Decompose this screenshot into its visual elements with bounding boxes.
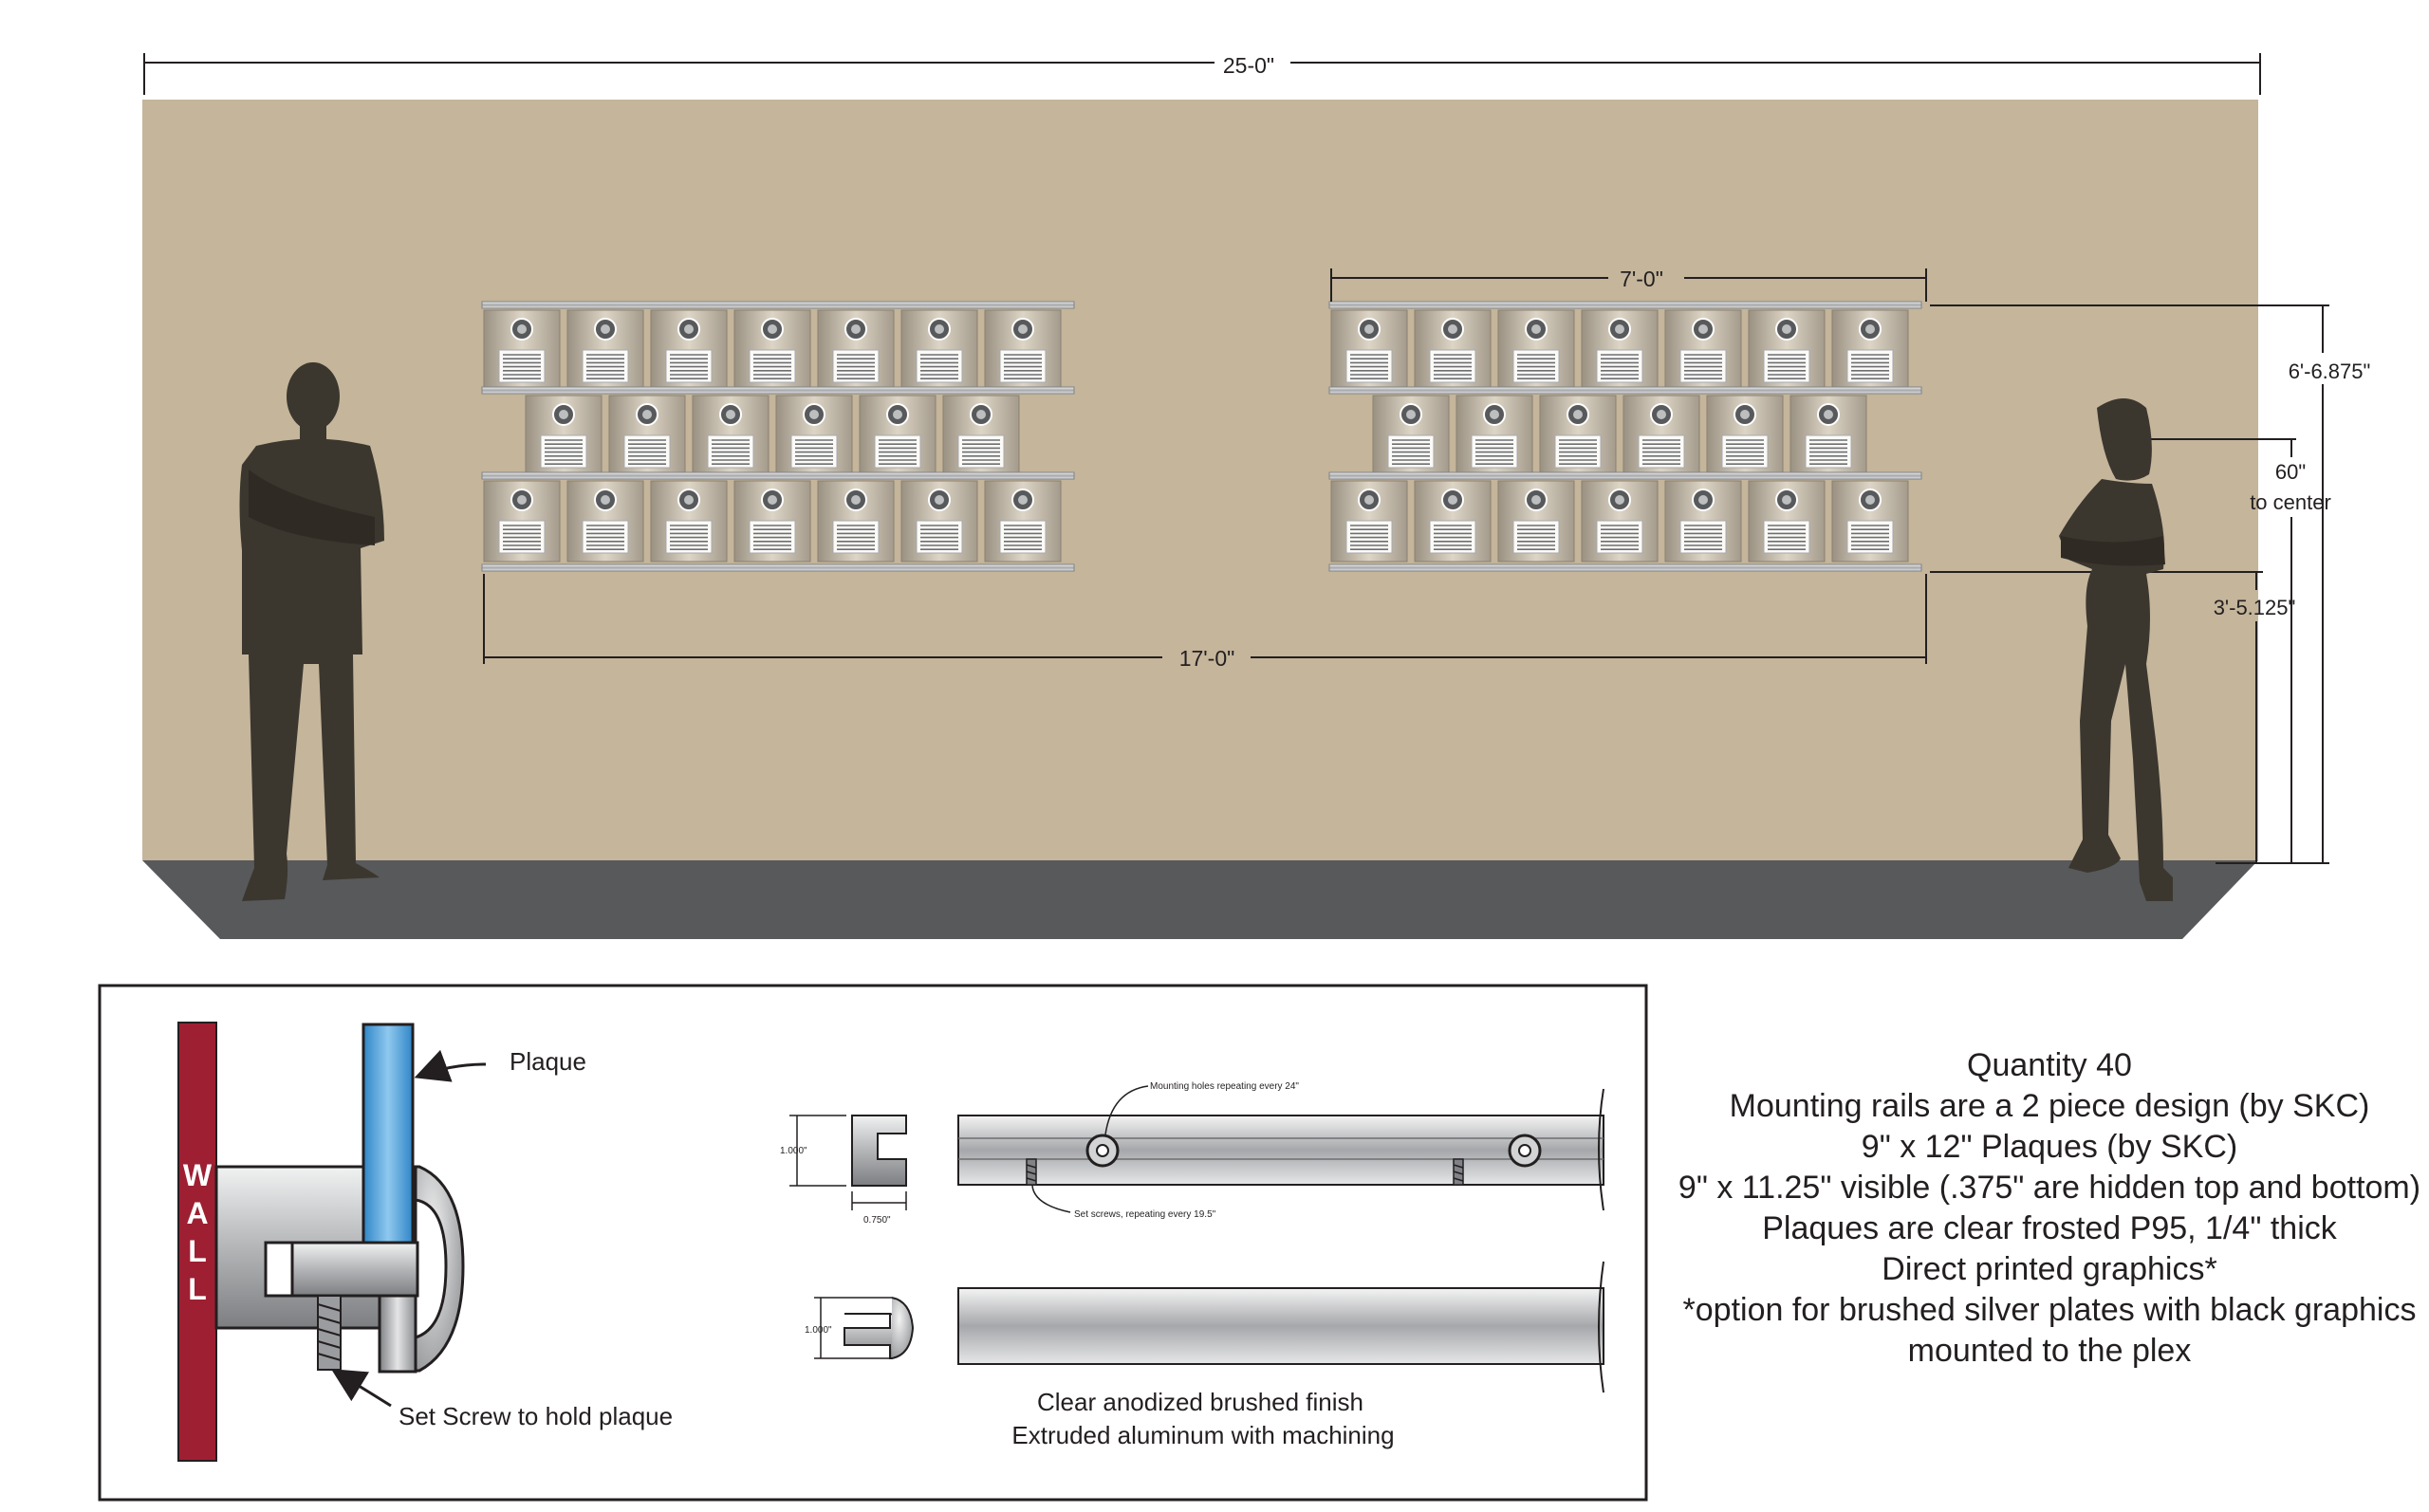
center-height-label-1: 60" (2274, 460, 2307, 484)
center-height-label-2: to center (2250, 490, 2331, 514)
top-height-label: 6'-6.875" (2288, 360, 2371, 383)
plaque (484, 310, 560, 391)
note-graphics: Direct printed graphics* (1882, 1251, 2217, 1287)
mounting-rail (482, 472, 1074, 479)
plaque-group (482, 302, 1074, 571)
overall-width-label: 25-0" (1222, 53, 1275, 78)
set-screw-label: Set Screw to hold plaque (399, 1402, 674, 1430)
plaque (985, 481, 1061, 562)
plaque (985, 310, 1061, 391)
set-screw (318, 1296, 341, 1370)
plaque (901, 310, 977, 391)
wall-letter-l2: L (188, 1272, 207, 1306)
plaque (1623, 396, 1699, 476)
plaque (860, 396, 936, 476)
finish-line-2: Extruded aluminum with machining (1011, 1421, 1395, 1449)
note-plaque-size: 9" x 12" Plaques (by SKC) (1861, 1129, 2238, 1165)
plaque (901, 481, 977, 562)
finish-line-1: Clear anodized brushed finish (1037, 1388, 1363, 1416)
plaque (1456, 396, 1532, 476)
plaque (1415, 310, 1491, 391)
floor (142, 860, 2258, 939)
plaque (1832, 481, 1908, 562)
dim-1000-a: 1.000" (780, 1146, 807, 1156)
plaque (1582, 481, 1658, 562)
plaque (734, 481, 810, 562)
plaque (1415, 481, 1491, 562)
mounting-rail (482, 302, 1074, 308)
note-option-cont: mounted to the plex (1907, 1333, 2192, 1369)
plaque (1749, 310, 1825, 391)
plaque (1665, 310, 1741, 391)
plaque (1790, 396, 1866, 476)
plaque (1498, 481, 1574, 562)
plaque (1331, 310, 1407, 391)
plaque-label: Plaque (510, 1047, 586, 1076)
overall-width-dimension (144, 53, 2260, 95)
note-material: Plaques are clear frosted P95, 1/4" thick (1762, 1210, 2337, 1246)
note-visible-size: 9" x 11.25" visible (.375" are hidden top and bottom) (1678, 1170, 2421, 1206)
plaque (1749, 481, 1825, 562)
plaque (651, 481, 727, 562)
wall-surface (142, 100, 2258, 860)
mounting-holes-label: Mounting holes repeating every 24" (1150, 1081, 1299, 1092)
set-screws-label: Set screws, repeating every 19.5" (1074, 1209, 1216, 1220)
mounting-rail (482, 387, 1074, 394)
plaque (651, 310, 727, 391)
plaque (1707, 396, 1783, 476)
plaque (943, 396, 1019, 476)
plaque-group (1329, 302, 1921, 571)
plaque (1498, 310, 1574, 391)
span-width-label: 17'-0" (1178, 646, 1235, 671)
plaque (567, 310, 643, 391)
dim-1000-b: 1.000" (805, 1325, 832, 1336)
plaque (1582, 310, 1658, 391)
mounting-rail (1329, 564, 1921, 571)
plaque (693, 396, 769, 476)
plaque (567, 481, 643, 562)
note-option: *option for brushed silver plates with black graphics (1682, 1292, 2417, 1328)
dim-0750: 0.750" (863, 1215, 891, 1226)
mounting-rail (1329, 387, 1921, 394)
note-rails: Mounting rails are a 2 piece design (by SKC) (1729, 1088, 2370, 1124)
plaque (1540, 396, 1616, 476)
wall-letter-w: W (182, 1158, 213, 1192)
plaque (818, 481, 894, 562)
plaque (1832, 310, 1908, 391)
mounting-rail (1329, 472, 1921, 479)
plaque (1665, 481, 1741, 562)
wall-letter-l1: L (188, 1234, 207, 1268)
plaque-cross-section (363, 1024, 413, 1243)
plaque (484, 481, 560, 562)
plaque (776, 396, 852, 476)
note-quantity: Quantity 40 (1967, 1047, 2132, 1083)
plaque (818, 310, 894, 391)
plaque (1331, 481, 1407, 562)
plaque (609, 396, 685, 476)
plaque (526, 396, 602, 476)
mounting-rail (1329, 302, 1921, 308)
wall-letter-a: A (186, 1196, 209, 1230)
group-width-label: 7'-0" (1620, 267, 1663, 291)
plaque (734, 310, 810, 391)
specification-notes (1670, 1045, 2429, 1372)
mounting-rail (482, 564, 1074, 571)
plaque (1373, 396, 1449, 476)
bottom-height-label: 3'-5.125" (2213, 596, 2296, 619)
